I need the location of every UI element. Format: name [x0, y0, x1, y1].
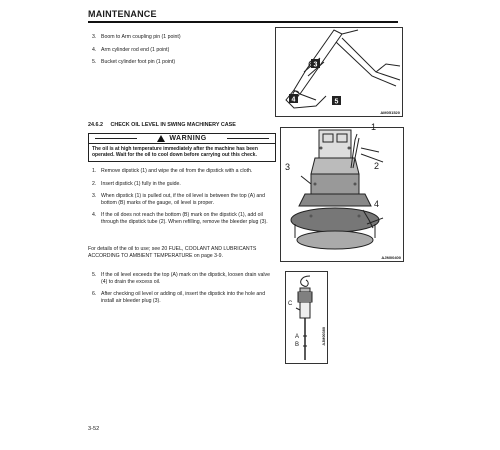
- item-text: Bucket cylinder foot pin (1 point): [101, 59, 176, 66]
- item-text: Boom to Arm coupling pin (1 point): [101, 34, 181, 40]
- label-c: C: [288, 301, 293, 307]
- item-number: 3.: [92, 34, 97, 40]
- figure-swing-machinery: [280, 127, 404, 262]
- boom-arm-illustration: [276, 28, 402, 116]
- list-item: [92, 181, 276, 188]
- list-item: [92, 212, 276, 225]
- list-item: [92, 168, 276, 175]
- callout-4: 4: [291, 96, 296, 104]
- item-text: If the oil level exceeds the top (A) mark on the dipstick, loosen drain valve (4) to drain the excess oil.: [101, 272, 270, 285]
- item-number: 6.: [92, 291, 97, 298]
- item-number: 1.: [92, 168, 97, 174]
- item-text: If the oil does not reach the bottom (B) mark on the dipstick (1), add oil through the dipstick tube (2). When refilling, remove the bleeder plug (3).: [101, 212, 268, 225]
- warning-label: WARNING: [169, 135, 207, 142]
- section-number: 24.6.2: [88, 122, 103, 128]
- section-heading: [88, 122, 236, 128]
- figure-code: AJM00380: [322, 327, 326, 346]
- label-a: A: [295, 334, 300, 340]
- swing-machinery-illustration: [281, 128, 403, 261]
- item-text: Arm cylinder rod end (1 point): [101, 46, 170, 53]
- item-number: 4.: [92, 212, 97, 219]
- figure-code: AM051520: [380, 110, 400, 115]
- figure-boom-arm: [275, 27, 403, 117]
- callout-2: 2: [374, 161, 380, 171]
- warning-box: [88, 133, 276, 162]
- item-text: Remove dipstick (1) and wipe the oil from the dipstick with a cloth.: [101, 168, 253, 174]
- page-header-title: MAINTENANCE: [88, 9, 157, 19]
- list-item: [92, 47, 274, 54]
- list-item: [92, 272, 276, 285]
- oil-reference-note: For details of the oil to use; see 20 FUEL, COOLANT AND LUBRICANTS ACCORDING TO AMBIENT TEMPERATURE on page 3-9.: [88, 246, 257, 259]
- header-divider: [88, 21, 398, 23]
- callout-4: 4: [374, 199, 380, 209]
- figure-dipstick: [285, 271, 328, 364]
- warning-rule-left: [95, 138, 137, 139]
- item-text: When dipstick (1) is pulled out, if the oil level is between the top (A) and bottom (B) marks of the gauge, oil level is proper.: [101, 193, 266, 206]
- callout-5: 5: [334, 98, 339, 106]
- list-item: [92, 34, 274, 41]
- warning-text: The oil is at high temperature immediately after the machine has been operated. Wait for the oil to cool down before carrying out this check.: [92, 146, 258, 159]
- dipstick-illustration: [286, 272, 327, 363]
- item-number: 5.: [92, 59, 97, 66]
- steps-list-b: [92, 272, 276, 310]
- label-b: B: [295, 342, 300, 348]
- section-title: CHECK OIL LEVEL IN SWING MACHINERY CASE: [110, 122, 236, 128]
- callout-3: 3: [285, 162, 291, 172]
- item-number: 3.: [92, 193, 97, 200]
- item-number: 4.: [92, 46, 97, 53]
- callout-1: 1: [371, 122, 377, 132]
- list-item: [92, 291, 276, 304]
- steps-list-a: [92, 168, 276, 232]
- warning-triangle-icon: [157, 135, 165, 142]
- warning-header: [89, 134, 275, 144]
- figure-code: AJM00400: [381, 255, 401, 260]
- warning-rule-right: [227, 138, 269, 139]
- callout-3: 3: [313, 61, 318, 69]
- intro-list: [92, 34, 274, 72]
- page-number: 3-52: [88, 426, 100, 432]
- item-number: 2.: [92, 180, 97, 187]
- item-text: Insert dipstick (1) fully in the guide.: [101, 180, 181, 187]
- list-item: [92, 193, 276, 206]
- item-text: After checking oil level or adding oil, insert the dipstick into the hole and install air bleeder plug (3).: [101, 291, 266, 304]
- item-number: 5.: [92, 272, 97, 278]
- list-item: [92, 59, 274, 66]
